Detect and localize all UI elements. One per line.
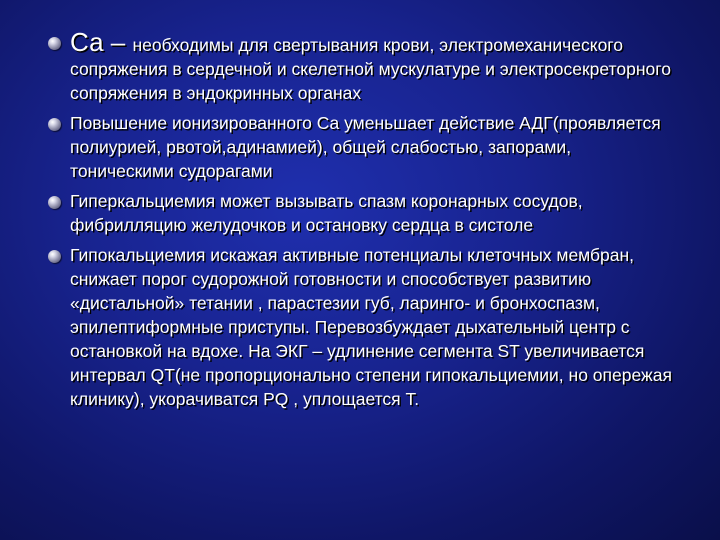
bullet-item-hypercalcemia xyxy=(48,189,678,237)
slide-content xyxy=(48,26,678,417)
bullet-sphere-icon xyxy=(48,37,61,50)
bullet-text: Повышение ионизированного Са уменьшает действие АДГ(проявляется полиурией, рвотой,адинамией), общей слабостью, запорами, тоническими судорагами xyxy=(70,113,661,181)
bullet-item-calcium-functions xyxy=(48,28,678,105)
bullet-text: необходимы для свертывания крови, электромеханического сопряжения в сердечной и скелетной мускулатуре и электросекреторного сопряжения в эндокринных органах xyxy=(70,35,671,103)
bullet-sphere-icon xyxy=(48,118,61,131)
bullet-text: Гиперкальциемия может вызывать спазм коронарных сосудов, фибрилляцию желудочков и остановку сердца в систоле xyxy=(70,191,583,235)
bullet-text: Гипокальциемия искажая активные потенциалы клеточных мембран, снижает порог судорожной готовности и способствует развитию «дистальной» тетании , парастезии губ, ларинго- и бронхоспазм, эпилептиформные приступы. Перевозбуждает дыхательный центр с остановкой на вдохе. На ЭКГ – удлинение сегмента ST увеличивается интервал QT(не пропорционально степени гипокальциемии, но опережая клинику), укорачиватся PQ , уплощается Т. xyxy=(70,245,672,409)
bullet-item-hypocalcemia xyxy=(48,243,678,411)
bullet-sphere-icon xyxy=(48,196,61,209)
bullet-heading: Са – xyxy=(70,27,133,57)
bullet-sphere-icon xyxy=(48,250,61,263)
bullet-list xyxy=(48,28,678,411)
bullet-item-ionized-calcium xyxy=(48,111,678,183)
